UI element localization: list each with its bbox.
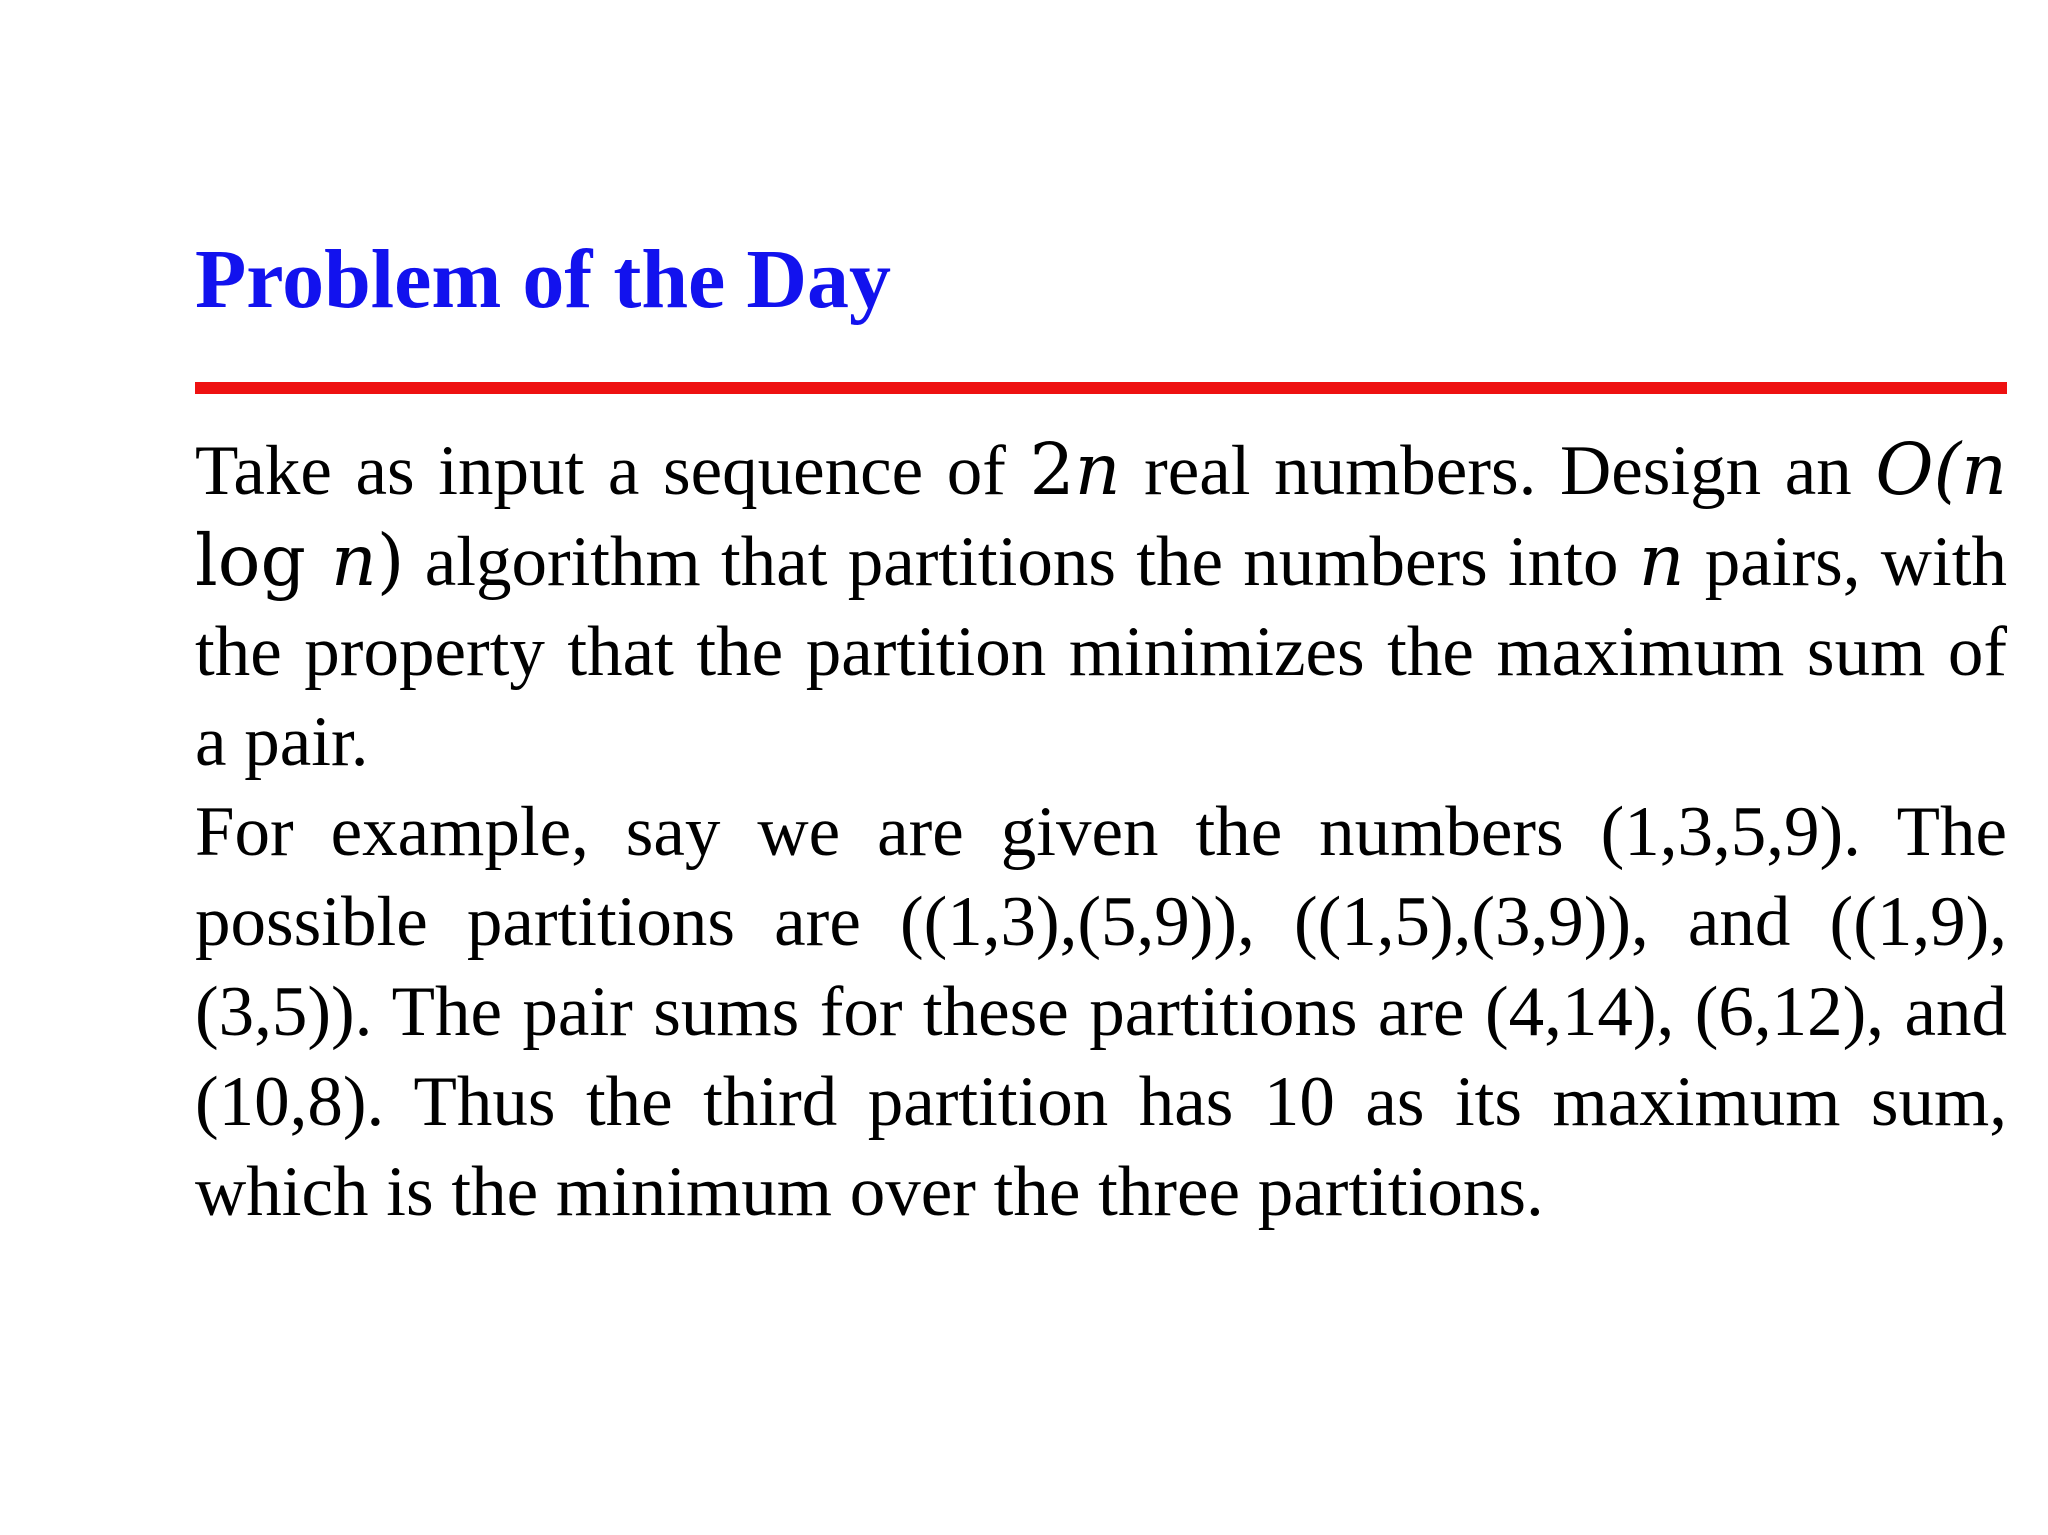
example-paragraph: For example, say we are given the numbers (1,3,5,9). The possible partitions are ((1,3),(5,9)), ((1,5),(3,9)), and ((1,9),(3,5)). The pair sums for these partitions are (4,14), (6,12), and (10,8). Thus the third partition has 10 as its maximum sum, which is the minimum over the three partitions. — [195, 793, 2007, 1231]
math-close-paren: ) — [376, 519, 405, 602]
text-run: algorithm that partitions the numbers into — [404, 523, 1639, 601]
slide-title: Problem of the Day — [195, 233, 891, 326]
math-big-o: O( — [1875, 428, 1962, 511]
problem-statement — [195, 425, 2007, 1237]
math-variable: n — [331, 519, 377, 602]
math-variable: n — [1074, 428, 1121, 511]
math-variable: n — [1961, 428, 2007, 511]
math-variable: n — [1638, 519, 1685, 602]
title-divider — [195, 382, 2007, 394]
math-log: log — [195, 519, 331, 602]
math-coefficient: 2 — [1029, 428, 1075, 511]
text-run: pairs, with the property that the partition minimizes the maximum sum of a pair. — [195, 523, 2007, 781]
text-run: Take as input a sequence of — [195, 432, 1030, 510]
text-run: real numbers. Design an — [1120, 432, 1876, 510]
problem-paragraph — [195, 425, 2007, 787]
